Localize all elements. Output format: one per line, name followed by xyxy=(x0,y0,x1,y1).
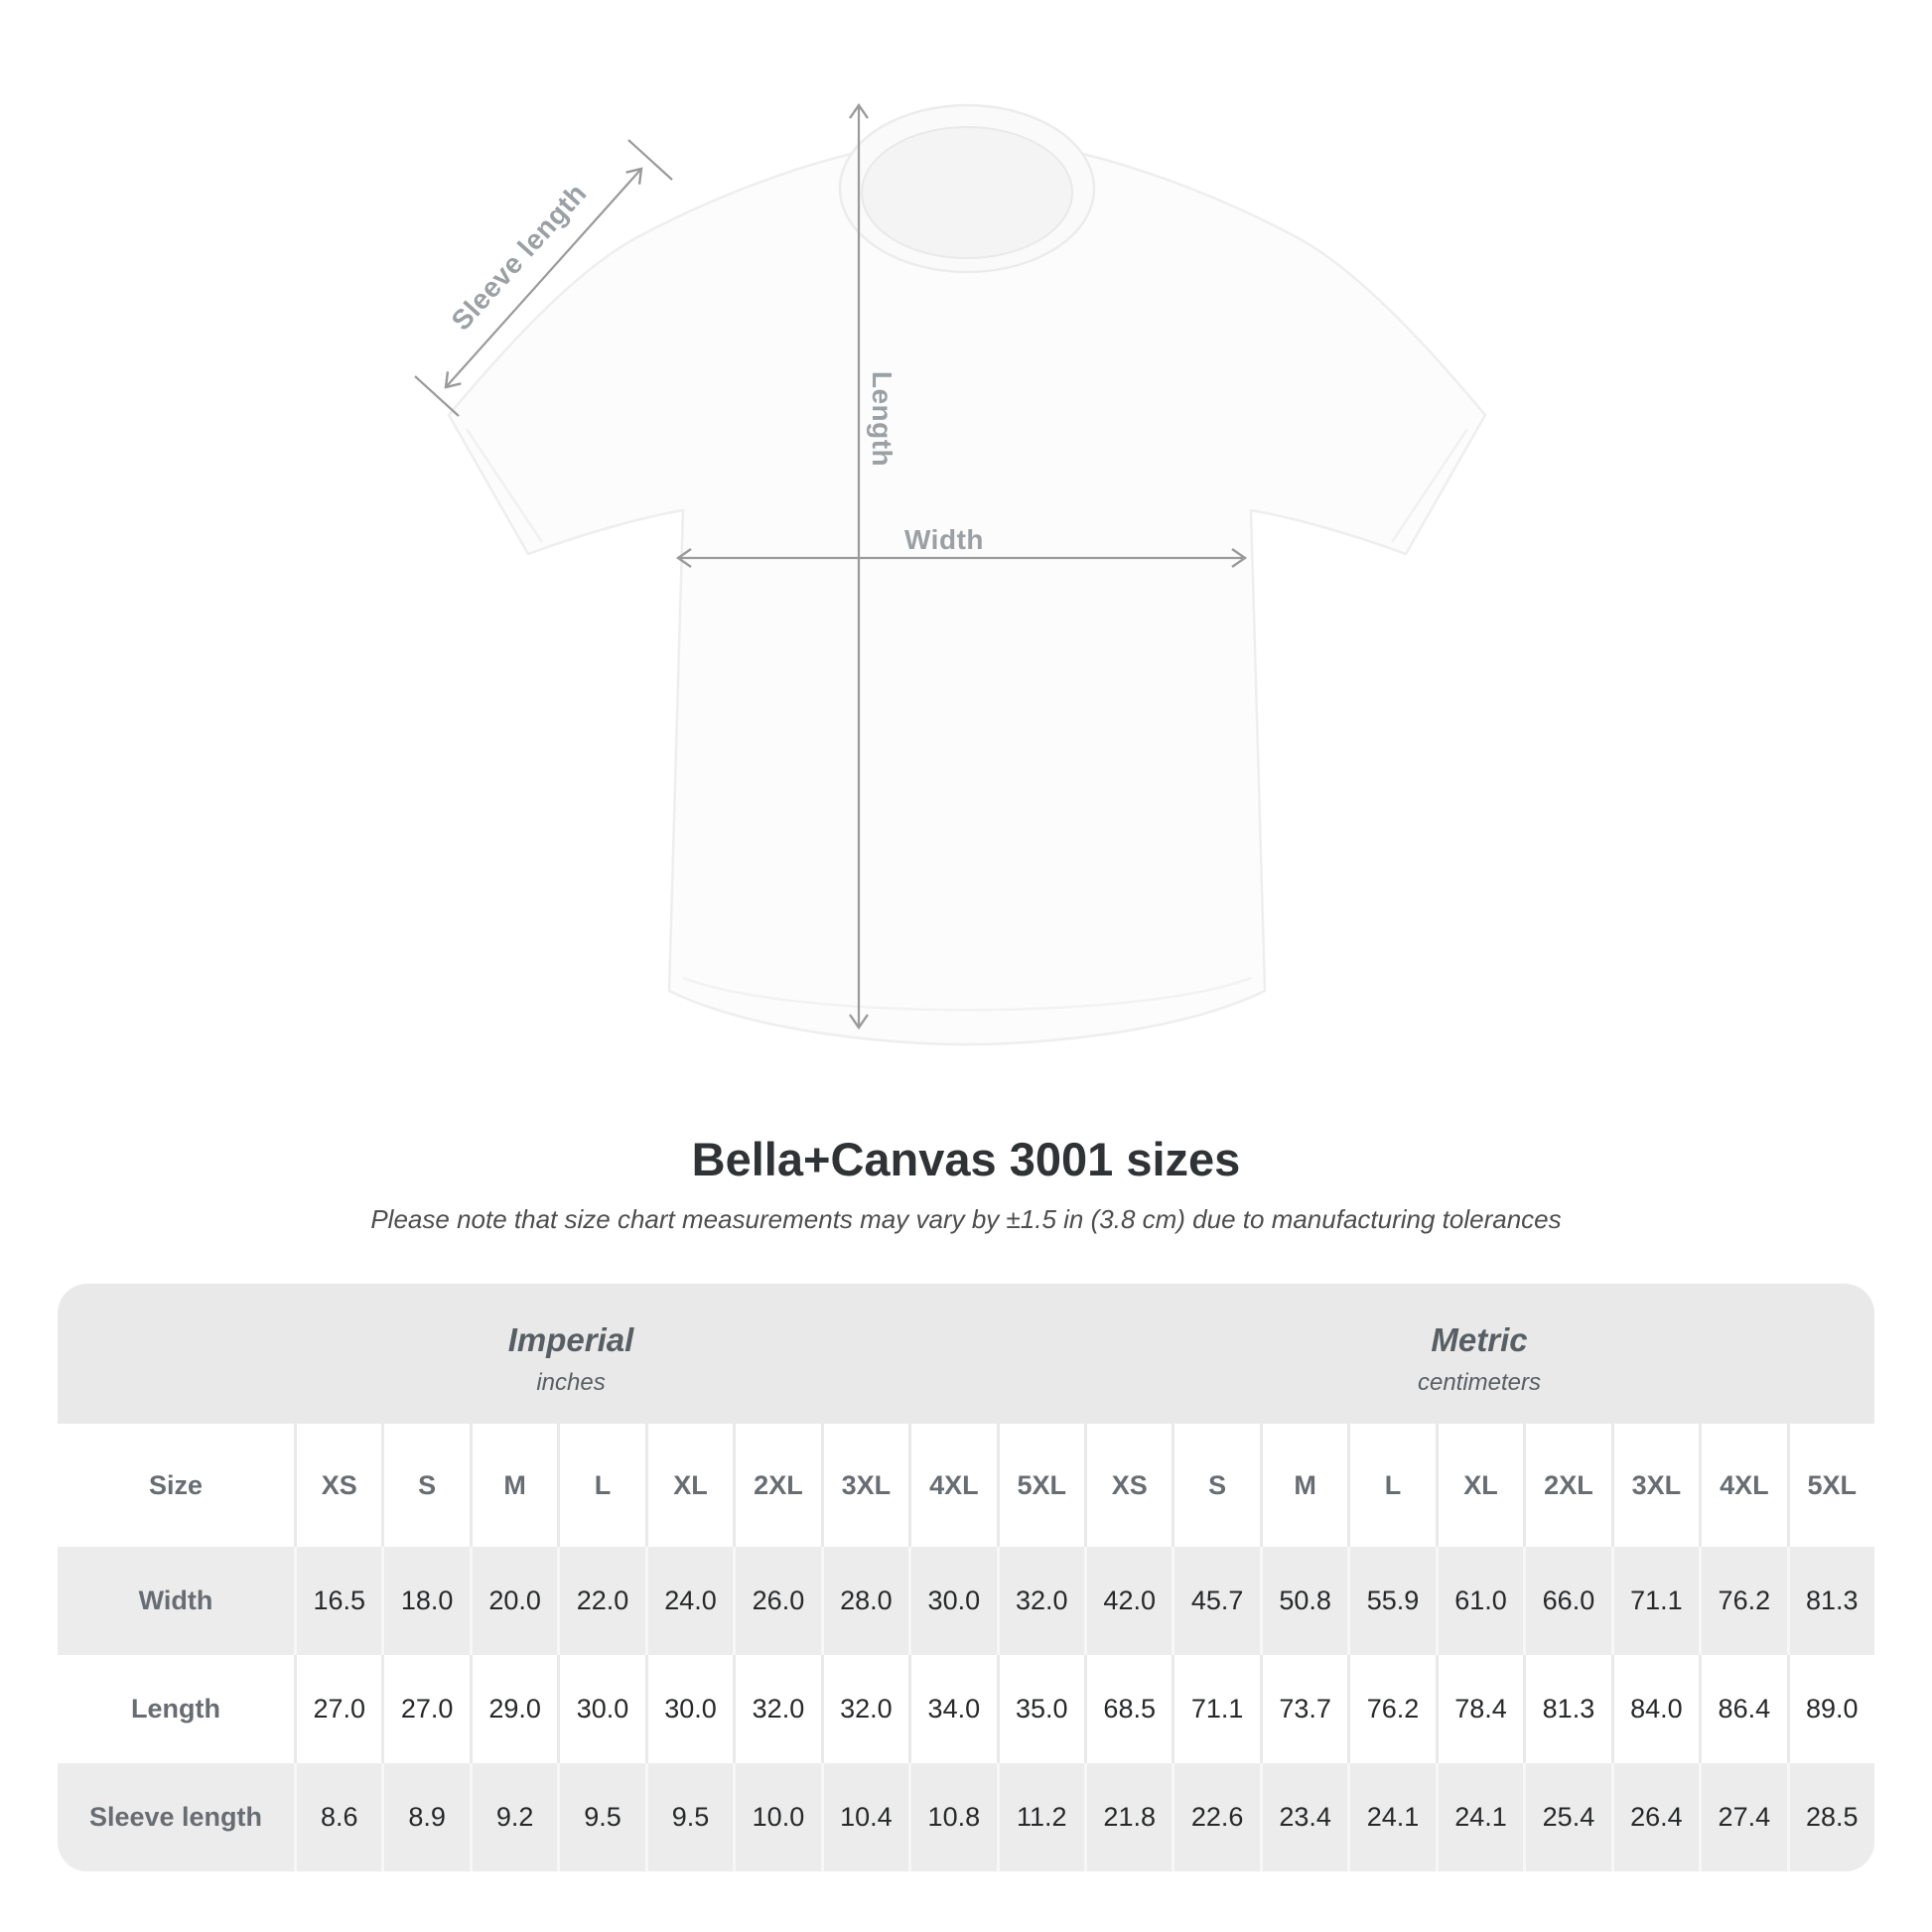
measurement-value: 26.0 xyxy=(736,1547,820,1655)
measurement-value: 76.2 xyxy=(1702,1547,1786,1655)
measurement-value: 73.7 xyxy=(1263,1655,1347,1763)
measurement-value: 29.0 xyxy=(473,1655,557,1763)
metric-label: Metric xyxy=(1431,1320,1528,1358)
unit-group-metric xyxy=(1084,1284,1874,1424)
measurement-value: 35.0 xyxy=(1000,1655,1084,1763)
measurement-value: 30.0 xyxy=(560,1655,644,1763)
measurement-value: 81.3 xyxy=(1790,1547,1874,1655)
sleeve-dimension-end-tick-bottom xyxy=(415,376,459,416)
size-col-header: L xyxy=(1350,1424,1435,1547)
size-col-header: XS xyxy=(297,1424,381,1547)
row-label: Width xyxy=(58,1547,294,1655)
page-title: Bella+Canvas 3001 sizes xyxy=(691,1133,1241,1185)
measurement-value: 21.8 xyxy=(1087,1763,1172,1871)
size-col-header: XS xyxy=(1087,1424,1172,1547)
measurement-value: 50.8 xyxy=(1263,1547,1347,1655)
measurement-value: 27.4 xyxy=(1702,1763,1786,1871)
measurement-value: 34.0 xyxy=(911,1655,996,1763)
measurement-row-width xyxy=(58,1547,1874,1655)
measurement-value: 28.0 xyxy=(824,1547,908,1655)
size-col-header: 4XL xyxy=(1702,1424,1786,1547)
measurement-value: 10.4 xyxy=(824,1763,908,1871)
measurement-value: 86.4 xyxy=(1702,1655,1786,1763)
measurement-value: 16.5 xyxy=(297,1547,381,1655)
measurement-value: 84.0 xyxy=(1614,1655,1699,1763)
size-col-header: 5XL xyxy=(1790,1424,1874,1547)
measurement-value: 78.4 xyxy=(1439,1655,1523,1763)
size-col-header: S xyxy=(1174,1424,1259,1547)
measurement-value: 68.5 xyxy=(1087,1655,1172,1763)
size-col-header: 3XL xyxy=(824,1424,908,1547)
measurement-value: 18.0 xyxy=(384,1547,469,1655)
measurement-value: 9.2 xyxy=(473,1763,557,1871)
size-col-header: 2XL xyxy=(1526,1424,1610,1547)
measurement-value: 71.1 xyxy=(1174,1655,1259,1763)
measurement-value: 27.0 xyxy=(384,1655,469,1763)
measurement-value: 27.0 xyxy=(297,1655,381,1763)
size-header-row xyxy=(58,1424,1874,1547)
measurement-value: 9.5 xyxy=(560,1763,644,1871)
measurement-row-length xyxy=(58,1655,1874,1763)
measurement-value: 24.1 xyxy=(1350,1763,1435,1871)
size-col-header: 2XL xyxy=(736,1424,820,1547)
measurement-value: 11.2 xyxy=(1000,1763,1084,1871)
measurement-value: 10.8 xyxy=(911,1763,996,1871)
imperial-unit-label: inches xyxy=(536,1368,606,1396)
measurement-value: 55.9 xyxy=(1350,1547,1435,1655)
measurement-value: 26.4 xyxy=(1614,1763,1699,1871)
measurement-value: 23.4 xyxy=(1263,1763,1347,1871)
length-dimension-label: Length xyxy=(867,370,897,468)
measurement-value: 30.0 xyxy=(648,1655,733,1763)
measurement-value: 24.0 xyxy=(648,1547,733,1655)
measurement-value: 89.0 xyxy=(1790,1655,1874,1763)
measurement-value: 71.1 xyxy=(1614,1547,1699,1655)
size-col-header: L xyxy=(560,1424,644,1547)
size-col-header: 4XL xyxy=(911,1424,996,1547)
measurement-value: 8.6 xyxy=(297,1763,381,1871)
width-dimension-label: Width xyxy=(904,524,984,555)
size-col-header: S xyxy=(384,1424,469,1547)
measurement-value: 45.7 xyxy=(1174,1547,1259,1655)
unit-group-imperial xyxy=(58,1284,1084,1424)
tshirt-collar-inner xyxy=(862,127,1072,258)
measurement-value: 9.5 xyxy=(648,1763,733,1871)
measurement-value: 30.0 xyxy=(911,1547,996,1655)
measurement-value: 22.0 xyxy=(560,1547,644,1655)
row-label: Length xyxy=(58,1655,294,1763)
tshirt-body-outline xyxy=(449,142,1485,1044)
size-col-header: XL xyxy=(648,1424,733,1547)
measurement-value: 81.3 xyxy=(1526,1655,1610,1763)
measurement-value: 20.0 xyxy=(473,1547,557,1655)
size-corner-label: Size xyxy=(58,1424,294,1547)
measurement-value: 61.0 xyxy=(1439,1547,1523,1655)
measurement-value: 32.0 xyxy=(736,1655,820,1763)
measurement-value: 22.6 xyxy=(1174,1763,1259,1871)
size-col-header: M xyxy=(1263,1424,1347,1547)
sleeve-length-dimension-label: Sleeve length xyxy=(445,177,593,337)
measurement-value: 32.0 xyxy=(1000,1547,1084,1655)
imperial-label: Imperial xyxy=(507,1320,634,1358)
measurement-value: 76.2 xyxy=(1350,1655,1435,1763)
size-table xyxy=(58,1284,1874,1871)
size-col-header: 5XL xyxy=(1000,1424,1084,1547)
measurement-value: 66.0 xyxy=(1526,1547,1610,1655)
size-col-header: M xyxy=(473,1424,557,1547)
measurement-value: 24.1 xyxy=(1439,1763,1523,1871)
metric-unit-label: centimeters xyxy=(1417,1368,1542,1396)
size-col-header: XL xyxy=(1439,1424,1523,1547)
measurement-value: 10.0 xyxy=(736,1763,820,1871)
measurement-value: 25.4 xyxy=(1526,1763,1610,1871)
measurement-row-sleeve-length xyxy=(58,1763,1874,1871)
measurement-value: 42.0 xyxy=(1087,1547,1172,1655)
size-table-rows xyxy=(58,1424,1874,1871)
measurement-value: 32.0 xyxy=(824,1655,908,1763)
tolerance-note: Please note that size chart measurements may vary by ±1.5 in (3.8 cm) due to manufacturing tolerances xyxy=(370,1204,1562,1234)
unit-header-band xyxy=(58,1284,1874,1424)
measurement-value: 8.9 xyxy=(384,1763,469,1871)
sleeve-dimension-end-tick-top xyxy=(628,140,672,180)
size-col-header: 3XL xyxy=(1614,1424,1699,1547)
row-label: Sleeve length xyxy=(58,1763,294,1871)
measurement-value: 28.5 xyxy=(1790,1763,1874,1871)
